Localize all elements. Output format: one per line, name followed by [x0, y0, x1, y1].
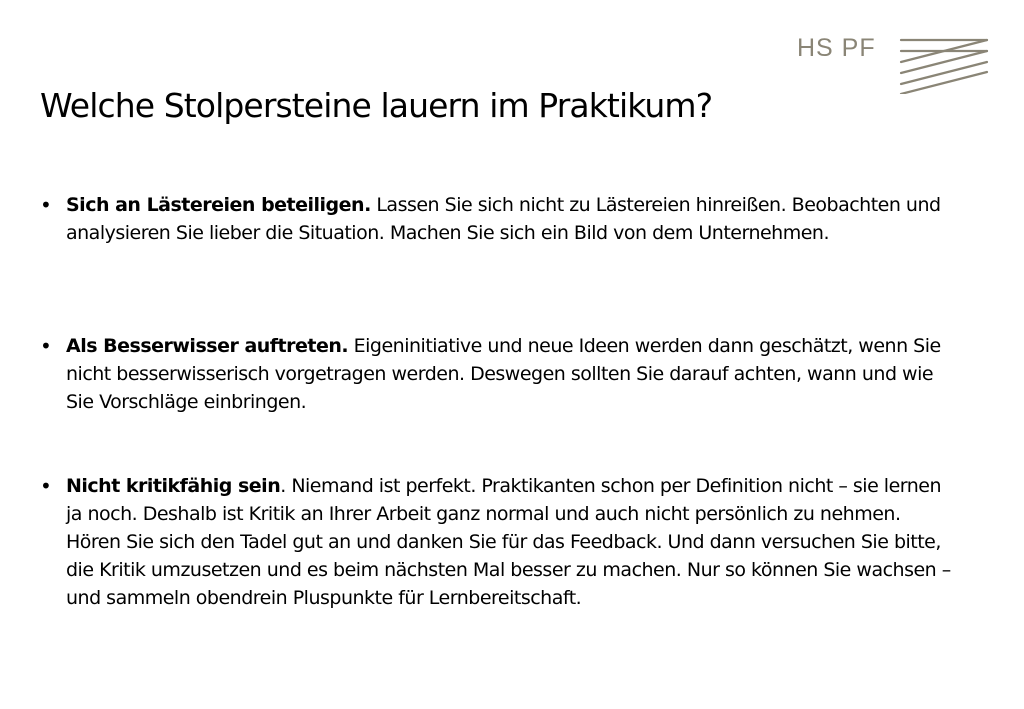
bullet-body: Lassen Sie sich nicht zu Lästereien hinreißen. Beobachten und analysieren Sie lieber die Situation. Machen Sie sich ein Bild von dem Unternehmen. — [66, 194, 941, 244]
bullet-text — [66, 332, 960, 416]
bullet-heading: Als Besserwisser auftreten. — [66, 335, 349, 357]
bullet-item — [40, 191, 960, 247]
bullet-text — [66, 472, 960, 612]
bullet-body: Eigeninitiative und neue Ideen werden dann geschätzt, wenn Sie nicht besserwisserisch vorgetragen werden. Deswegen sollten Sie darauf achten, wann und wie Sie Vorschläge einbringen. — [66, 335, 941, 413]
bullet-dot-icon: • — [40, 334, 52, 358]
bullet-heading: Nicht kritikfähig sein — [66, 475, 281, 497]
diagonal-lines-logo-icon — [899, 34, 989, 94]
bullet-body: . Niemand ist perfekt. Praktikanten schon per Definition nicht – sie lernen ja noch. Deshalb ist Kritik an Ihrer Arbeit ganz normal und auch nicht persönlich zu nehmen. Hören Sie sich den Tadel gut an und danken Sie für das Feedback. Und dann versuchen Sie bitte, die Kritik umzusetzen und es beim nächsten Mal besser zu machen. Nur so können Sie wachsen – und sammeln obendrein Pluspunkte für Lernbereitschaft. — [66, 475, 951, 609]
bullet-item — [40, 472, 960, 612]
bullet-text — [66, 191, 960, 247]
bullet-dot-icon: • — [40, 193, 52, 217]
bullet-dot-icon: • — [40, 474, 52, 498]
bullet-item — [40, 332, 960, 416]
slide-title: Welche Stolpersteine lauern im Praktikum? — [40, 86, 713, 125]
bullet-heading: Sich an Lästereien beteiligen. — [66, 194, 371, 216]
hs-pf-logo — [795, 30, 995, 100]
logo-text: HS PF — [797, 34, 876, 62]
